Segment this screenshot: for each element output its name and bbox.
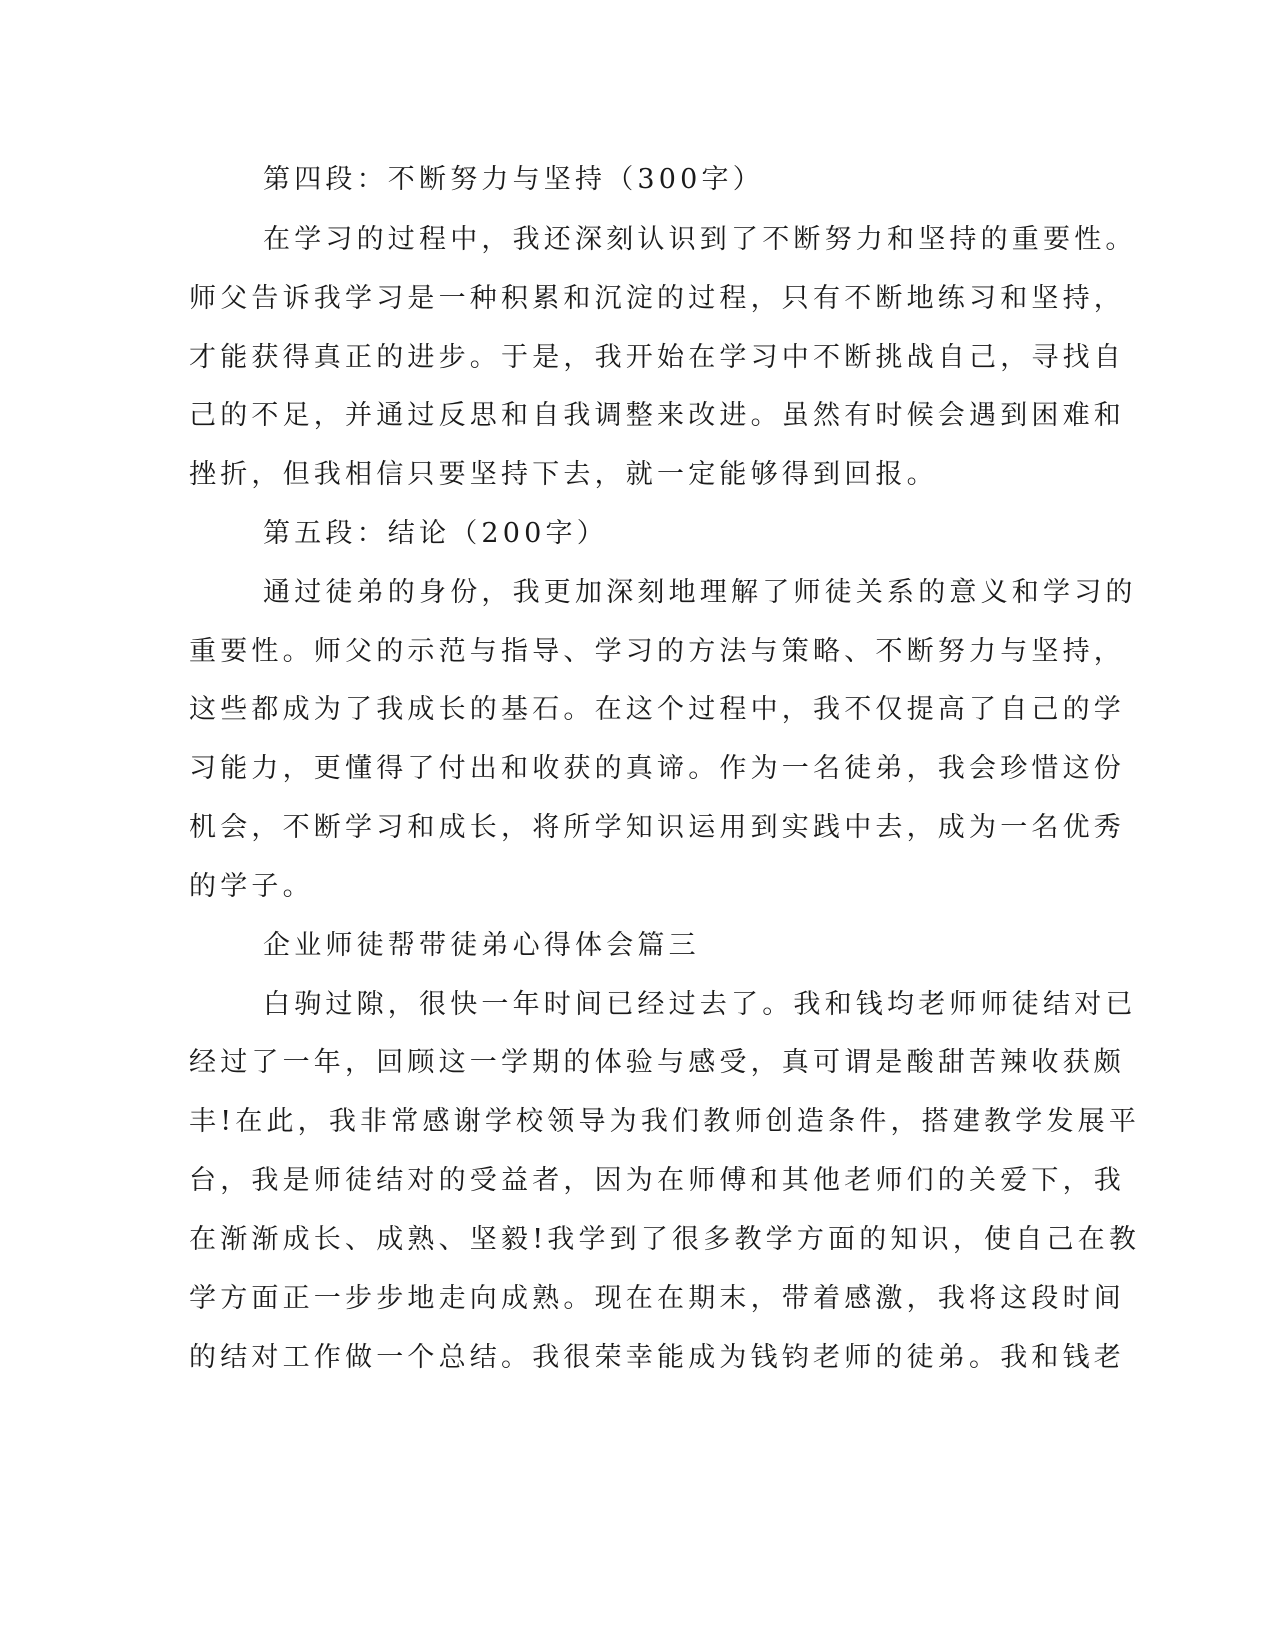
paragraph-line: 习能力，更懂得了付出和收获的真谛。作为一名徒弟，我会珍惜这份 <box>189 753 1125 784</box>
article-title: 企业师徒帮带徒弟心得体会篇三 <box>263 930 700 961</box>
paragraph-line: 的学子。 <box>189 871 314 902</box>
paragraph-line: 通过徒弟的身份，我更加深刻地理解了师徒关系的意义和学习的 <box>263 577 1137 608</box>
paragraph-line: 经过了一年，回顾这一学期的体验与感受，真可谓是酸甜苦辣收获颇 <box>189 1047 1125 1078</box>
paragraph-line: 在渐渐成长、成熟、坚毅!我学到了很多教学方面的知识，使自己在教 <box>189 1224 1141 1255</box>
paragraph-line: 重要性。师父的示范与指导、学习的方法与策略、不断努力与坚持， <box>189 636 1125 667</box>
paragraph-line: 挫折，但我相信只要坚持下去，就一定能够得到回报。 <box>189 459 938 490</box>
paragraph-line: 白驹过隙，很快一年时间已经过去了。我和钱均老师师徒结对已 <box>263 989 1137 1020</box>
paragraph-line: 的结对工作做一个总结。我很荣幸能成为钱钧老师的徒弟。我和钱老 <box>189 1342 1125 1373</box>
section-heading-4: 第四段：不断努力与坚持（300字） <box>263 164 764 195</box>
paragraph-line: 在学习的过程中，我还深刻认识到了不断努力和坚持的重要性。 <box>263 224 1137 255</box>
paragraph-line: 丰!在此，我非常感谢学校领导为我们教师创造条件，搭建教学发展平 <box>189 1106 1141 1137</box>
paragraph-line: 这些都成为了我成长的基石。在这个过程中，我不仅提高了自己的学 <box>189 694 1125 725</box>
paragraph-line: 己的不足，并通过反思和自我调整来改进。虽然有时候会遇到困难和 <box>189 400 1125 431</box>
paragraph-line: 师父告诉我学习是一种积累和沉淀的过程，只有不断地练习和坚持， <box>189 283 1125 314</box>
paragraph-line: 学方面正一步步地走向成熟。现在在期末，带着感激，我将这段时间 <box>189 1283 1125 1314</box>
section-heading-5: 第五段：结论（200字） <box>263 518 608 549</box>
paragraph-line: 台，我是师徒结对的受益者，因为在师傅和其他老师们的关爱下，我 <box>189 1165 1125 1196</box>
paragraph-line: 才能获得真正的进步。于是，我开始在学习中不断挑战自己，寻找自 <box>189 342 1125 373</box>
paragraph-line: 机会，不断学习和成长，将所学知识运用到实践中去，成为一名优秀 <box>189 812 1125 843</box>
